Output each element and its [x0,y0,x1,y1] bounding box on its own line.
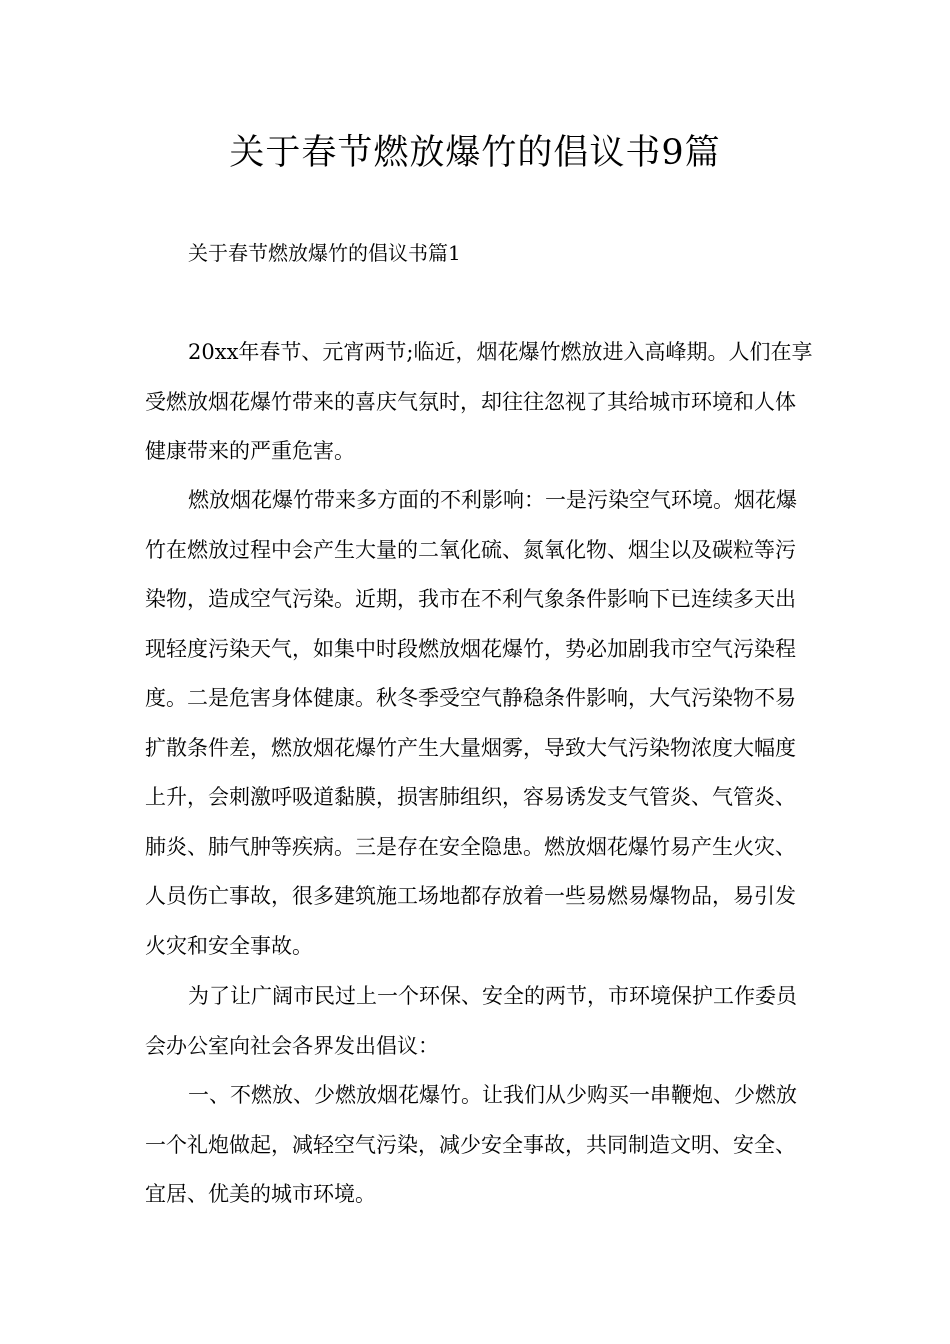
text-line: 一、不燃放、少燃放烟花爆竹。让我们从少购买一串鞭炮、少 [188,1083,755,1107]
text-line: 导致大气污染物浓度大幅度上升，会刺激呼吸道黏膜，损害肺组织， [145,735,796,809]
paragraph-4 [145,1071,815,1220]
text-line: 地都存放着一些易燃易爆物品，易引发火灾和安全事故。 [145,884,796,958]
text-line: 隐患。燃放烟花爆竹易产生火灾、人员伤亡事故，很多建筑施工场 [145,834,796,908]
text-line: 为了让广阔市民过上一个环保、安全的两节，市环境保护工作 [188,984,755,1008]
paragraph-2 [145,476,815,971]
text-line: 安全、宜居、优美的城市环境。 [145,1132,796,1206]
text-line: 影响，大气污染物不易扩散条件差，燃放烟花爆竹产生大量烟雾， [145,686,796,760]
text-line: 碳粒等污染物，造成空气污染。近期，我市在不利气象条件影响下 [145,537,796,611]
text-line: 已连续多天出现轻度污染天气，如集中时段燃放烟花爆竹，势必加 [145,587,796,661]
text-line: 20xx年春节、元宵两节;临近，烟花爆竹燃放进入高峰期。人 [188,340,750,364]
text-line: 委员会办公室向社会各界发出倡议： [145,984,797,1058]
section-heading: 关于春节燃放爆竹的倡议书篇1 [188,241,461,265]
text-line: 容易诱发支气管炎、气管炎、肺炎、肺气肿等疾病。三是存在安全 [145,785,796,859]
text-line: 剧我市空气污染程度。二是危害身体健康。秋冬季受空气静稳条件 [145,636,796,710]
text-line: 环境和人体健康带来的严重危害。 [145,389,796,463]
document-title: 关于春节燃放爆竹的倡议书9篇 [229,133,721,173]
text-line: 燃放烟花爆竹带来多方面的不利影响：一是污染空气环境。烟 [188,488,755,512]
paragraph-3 [145,972,815,1071]
paragraph-1 [145,328,815,477]
text-line: 燃放一个礼炮做起，减轻空气污染，减少安全事故，共同制造文明、 [145,1083,797,1157]
text-line: 们在享受燃放烟花爆竹带来的喜庆气氛时，却往往忽视了其给城市 [145,340,813,414]
text-line: 花爆竹在燃放过程中会产生大量的二氧化硫、氮氧化物、烟尘以及 [145,488,797,562]
